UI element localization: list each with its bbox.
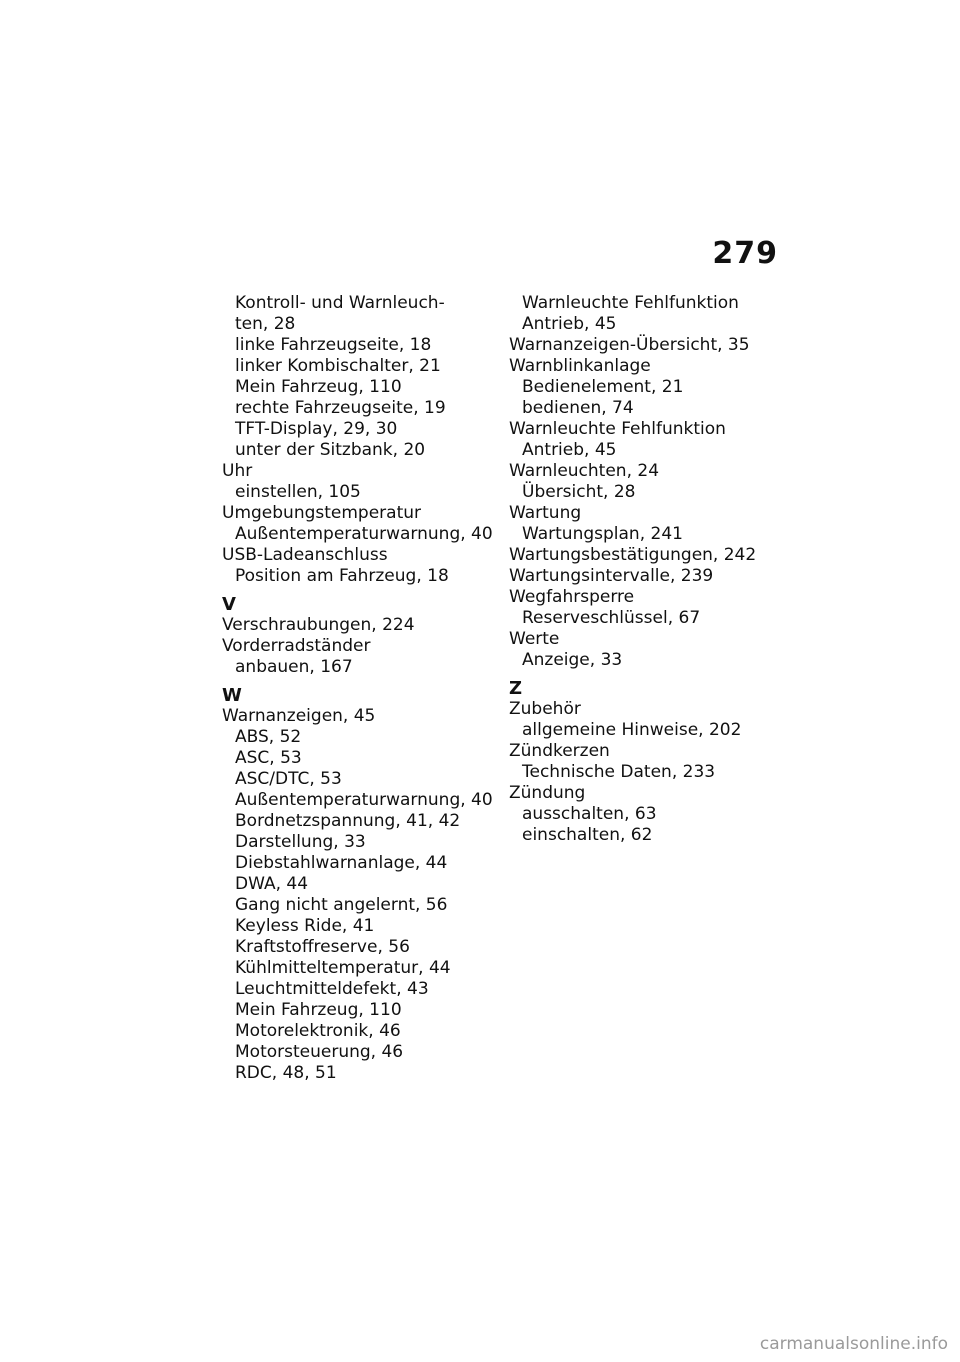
index-subentry: Außentemperaturwarnung, 40 (235, 790, 493, 810)
index-subentry: einstellen, 105 (235, 482, 361, 502)
page-number: 279 (712, 236, 778, 271)
index-column-left (222, 293, 497, 1084)
index-entry: Wartungsintervalle, 239 (509, 566, 714, 586)
index-subentry: Anzeige, 33 (522, 650, 623, 670)
index-subentry: anbauen, 167 (235, 657, 353, 677)
index-subentry: Kühlmitteltemperatur, 44 (235, 958, 451, 978)
index-subentry: ausschalten, 63 (522, 804, 657, 824)
index-entry: Zündkerzen (509, 741, 610, 761)
index-subentry: ASC, 53 (235, 748, 302, 768)
index-entry: Warnanzeigen-Übersicht, 35 (509, 335, 750, 355)
index-subentry: einschalten, 62 (522, 825, 653, 845)
index-subentry: ASC/DTC, 53 (235, 769, 342, 789)
index-subentry: RDC, 48, 51 (235, 1063, 337, 1083)
watermark-footer: carmanualsonline.info (759, 1334, 948, 1354)
index-entry: Warnleuchten, 24 (509, 461, 660, 481)
index-subentry: Darstellung, 33 (235, 832, 366, 852)
index-subentry: Motorsteuerung, 46 (235, 1042, 404, 1062)
index-subentry: TFT-Display, 29, 30 (235, 419, 398, 439)
index-subentry: Antrieb, 45 (522, 440, 617, 460)
index-subentry: Diebstahlwarnanlage, 44 (235, 853, 448, 873)
index-subentry: Leuchtmitteldefekt, 43 (235, 979, 429, 999)
index-entry: Zündung (509, 783, 586, 803)
index-subentry: Keyless Ride, 41 (235, 916, 375, 936)
index-entry: Umgebungstemperatur (222, 503, 422, 523)
index-entry: Uhr (222, 461, 253, 481)
index-letter-heading: V (222, 594, 236, 615)
index-entry: Warnanzeigen, 45 (222, 706, 376, 726)
index-subentry: ten, 28 (235, 314, 296, 334)
index-subentry: Reserveschlüssel, 67 (522, 608, 701, 628)
index-entry: Zubehör (509, 699, 581, 719)
index-subentry: Warnleuchte Fehlfunktion (522, 293, 739, 313)
index-subentry: bedienen, 74 (522, 398, 634, 418)
index-subentry: Mein Fahrzeug, 110 (235, 377, 402, 397)
index-subentry: linke Fahrzeugseite, 18 (235, 335, 432, 355)
index-subentry: Kraftstoffreserve, 56 (235, 937, 410, 957)
index-entry: Werte (509, 629, 560, 649)
index-subentry: Bedienelement, 21 (522, 377, 684, 397)
index-subentry: DWA, 44 (235, 874, 309, 894)
index-subentry: linker Kombischalter, 21 (235, 356, 441, 376)
index-entry: Warnleuchte Fehlfunktion (509, 419, 726, 439)
index-column-right (509, 293, 779, 846)
index-subentry: Wartungsplan, 241 (522, 524, 683, 544)
index-subentry: Bordnetzspannung, 41, 42 (235, 811, 461, 831)
index-subentry: ABS, 52 (235, 727, 302, 747)
index-subentry: Antrieb, 45 (522, 314, 617, 334)
index-subentry: allgemeine Hinweise, 202 (522, 720, 742, 740)
index-subentry: Kontroll- und Warnleuch- (235, 293, 445, 313)
index-letter-heading: Z (509, 678, 523, 699)
index-subentry: rechte Fahrzeugseite, 19 (235, 398, 446, 418)
index-entry: USB-Ladeanschluss (222, 545, 388, 565)
index-subentry: Technische Daten, 233 (522, 762, 716, 782)
index-subentry: Motorelektronik, 46 (235, 1021, 401, 1041)
index-subentry: Position am Fahrzeug, 18 (235, 566, 449, 586)
index-subentry: Mein Fahrzeug, 110 (235, 1000, 402, 1020)
index-entry: Warnblinkanlage (509, 356, 651, 376)
index-letter-heading: W (222, 685, 242, 706)
index-subentry: unter der Sitzbank, 20 (235, 440, 426, 460)
index-entry: Verschraubungen, 224 (222, 615, 415, 635)
index-subentry: Übersicht, 28 (522, 482, 636, 502)
index-subentry: Außentemperaturwarnung, 40 (235, 524, 493, 544)
index-entry: Vorderradständer (222, 636, 371, 656)
index-subentry: Gang nicht angelernt, 56 (235, 895, 448, 915)
index-entry: Wartung (509, 503, 582, 523)
index-entry: Wartungsbestätigungen, 242 (509, 545, 757, 565)
index-entry: Wegfahrsperre (509, 587, 635, 607)
